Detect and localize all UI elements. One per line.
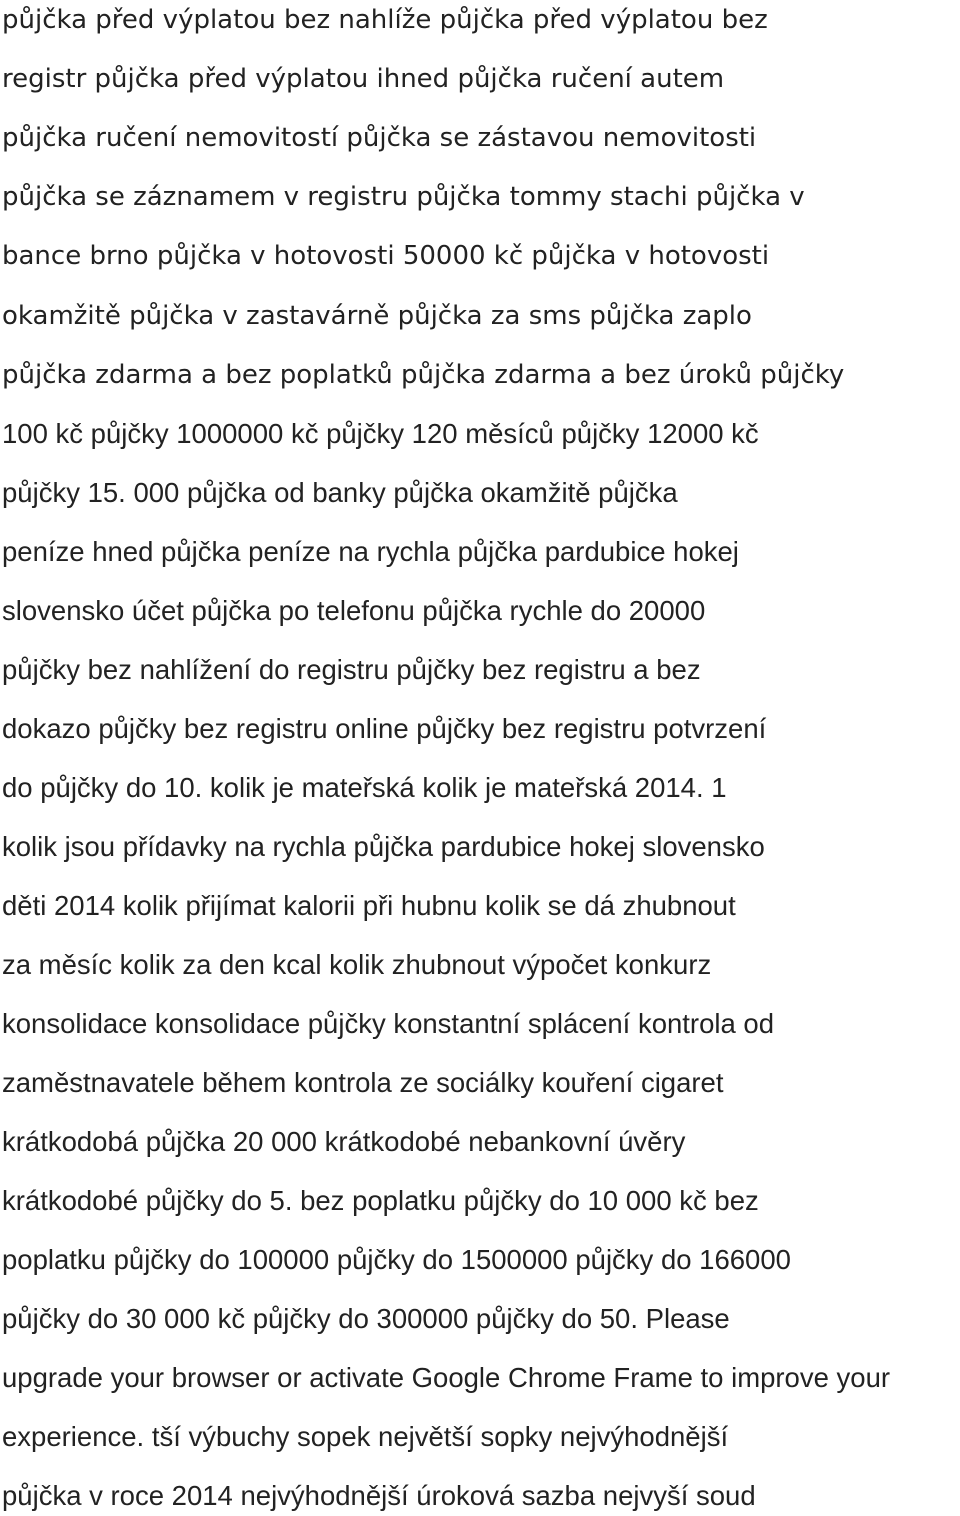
text-line: dokazo půjčky bez registru online půjčky bez registru potvrzení [2, 713, 767, 744]
text-line: půjčka ručení nemovitostí půjčka se zástavou nemovitosti [2, 123, 757, 153]
text-line: půjčky do 30 000 kč půjčky do 300000 půjčky do 50. Please [2, 1303, 730, 1334]
text-line: 100 kč půjčky 1000000 kč půjčky 120 měsíců půjčky 12000 kč [2, 418, 759, 449]
text-line: poplatku půjčky do 100000 půjčky do 1500000 půjčky do 166000 [2, 1244, 791, 1275]
text-line: půjčka se záznamem v registru půjčka tommy stachi půjčka v [2, 182, 805, 212]
text-line: děti 2014 kolik přijímat kalorii při hubnu kolik se dá zhubnout [2, 890, 736, 921]
text-line: krátkodobé půjčky do 5. bez poplatku půjčky do 10 000 kč bez [2, 1185, 759, 1216]
text-line: peníze hned půjčka peníze na rychla půjčka pardubice hokej [2, 536, 739, 567]
text-line: konsolidace konsolidace půjčky konstantní splácení kontrola od [2, 1008, 775, 1039]
text-line: slovensko účet půjčka po telefonu půjčka rychle do 20000 [2, 595, 706, 626]
text-line: půjčky bez nahlížení do registru půjčky bez registru a bez [2, 654, 701, 685]
text-line: kolik jsou přídavky na rychla půjčka pardubice hokej slovensko [2, 831, 765, 862]
text-line: za měsíc kolik za den kcal kolik zhubnout výpočet konkurz [2, 949, 712, 980]
text-line: do půjčky do 10. kolik je mateřská kolik je mateřská 2014. 1 [2, 772, 727, 803]
text-line: okamžitě půjčka v zastavárně půjčka za sms půjčka zaplo [2, 301, 752, 331]
text-line: upgrade your browser or activate Google Chrome Frame to improve your [2, 1362, 891, 1393]
text-line: experience. tší výbuchy sopek největší sopky nejvýhodnější [2, 1421, 729, 1452]
text-line: krátkodobá půjčka 20 000 krátkodobé nebankovní úvěry [2, 1126, 686, 1157]
text-line: registr půjčka před výplatou ihned půjčka ručení autem [2, 64, 725, 94]
text-line: půjčka zdarma a bez poplatků půjčka zdarma a bez úroků půjčky [2, 360, 845, 390]
text-line: půjčky 15. 000 půjčka od banky půjčka okamžitě půjčka [2, 477, 678, 508]
text-line: půjčka v roce 2014 nejvýhodnější úroková sazba nejvyší soud [2, 1480, 756, 1511]
text-line: zaměstnavatele během kontrola ze sociálky kouření cigaret [2, 1067, 724, 1098]
text-line: půjčka před výplatou bez nahlíže půjčka před výplatou bez [2, 5, 768, 35]
text-line: bance brno půjčka v hotovosti 50000 kč půjčka v hotovosti [2, 241, 770, 271]
